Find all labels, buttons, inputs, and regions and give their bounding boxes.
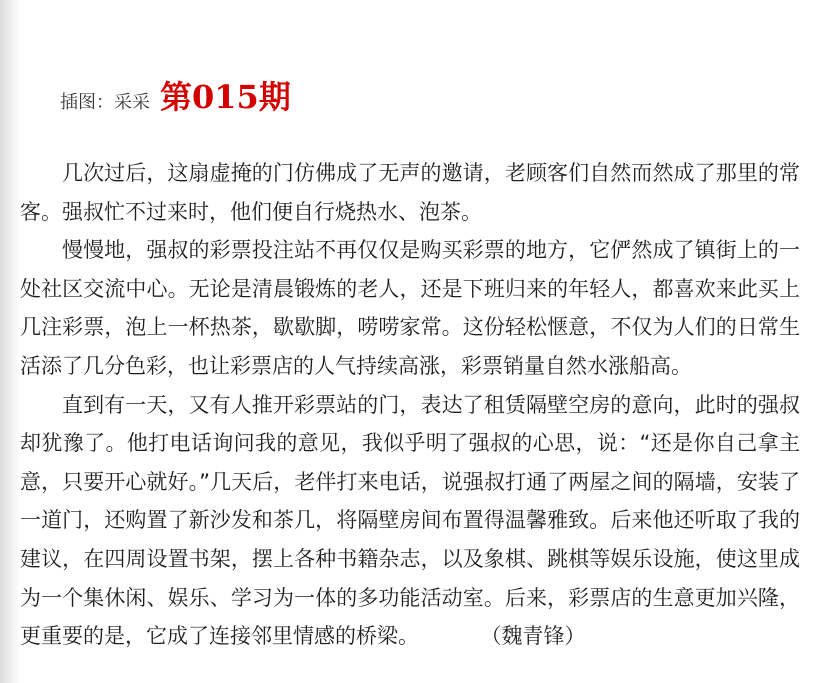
paragraph-3 [20,386,800,656]
illustration-credit: 插图：采采 [60,92,150,113]
article-header [60,72,291,122]
article-body [20,154,800,656]
author-byline: （魏青锋） [491,624,586,649]
page-edge-shadow [0,0,20,683]
issue-number: 第015期 [160,78,291,116]
paragraph-1: 几次过后，这扇虚掩的门仿佛成了无声的邀请，老顾客们自然而然成了那里的常客。强叔忙不过来时，他们便自行烧热水、泡茶。 [20,161,800,224]
paragraph-3-text: 直到有一天，又有人推开彩票站的门，表达了租赁隔壁空房的意向，此时的强叔却犹豫了。他打电话询问我的意见，我似乎明了强叔的心思，说：“还是你自己拿主意，只要开心就好。”几天后，老伴打来电话，说强叔打通了两屋之间的隔墙，安装了一道门，还购置了新沙发和茶几，将隔壁房间布置得温馨雅致。后来他还听取了我的建议，在四周设置书架，摆上各种书籍杂志，以及象棋、跳棋等娱乐设施，使这里成为一个集休闲、娱乐、学习为一体的多功能活动室。后来，彩票店的生意更加兴隆，更重要的是，它成了连接邻里情感的桥梁。 [20,392,800,649]
paragraph-2: 慢慢地，强叔的彩票投注站不再仅仅是购买彩票的地方，它俨然成了镇街上的一处社区交流中心。无论是清晨锻炼的老人，还是下班归来的年轻人，都喜欢来此买上几注彩票，泡上一杯热茶，歇歇脚，唠唠家常。这份轻松惬意，不仅为人们的日常生活添了几分色彩，也让彩票店的人气持续高涨，彩票销量自然水涨船高。 [20,238,800,378]
